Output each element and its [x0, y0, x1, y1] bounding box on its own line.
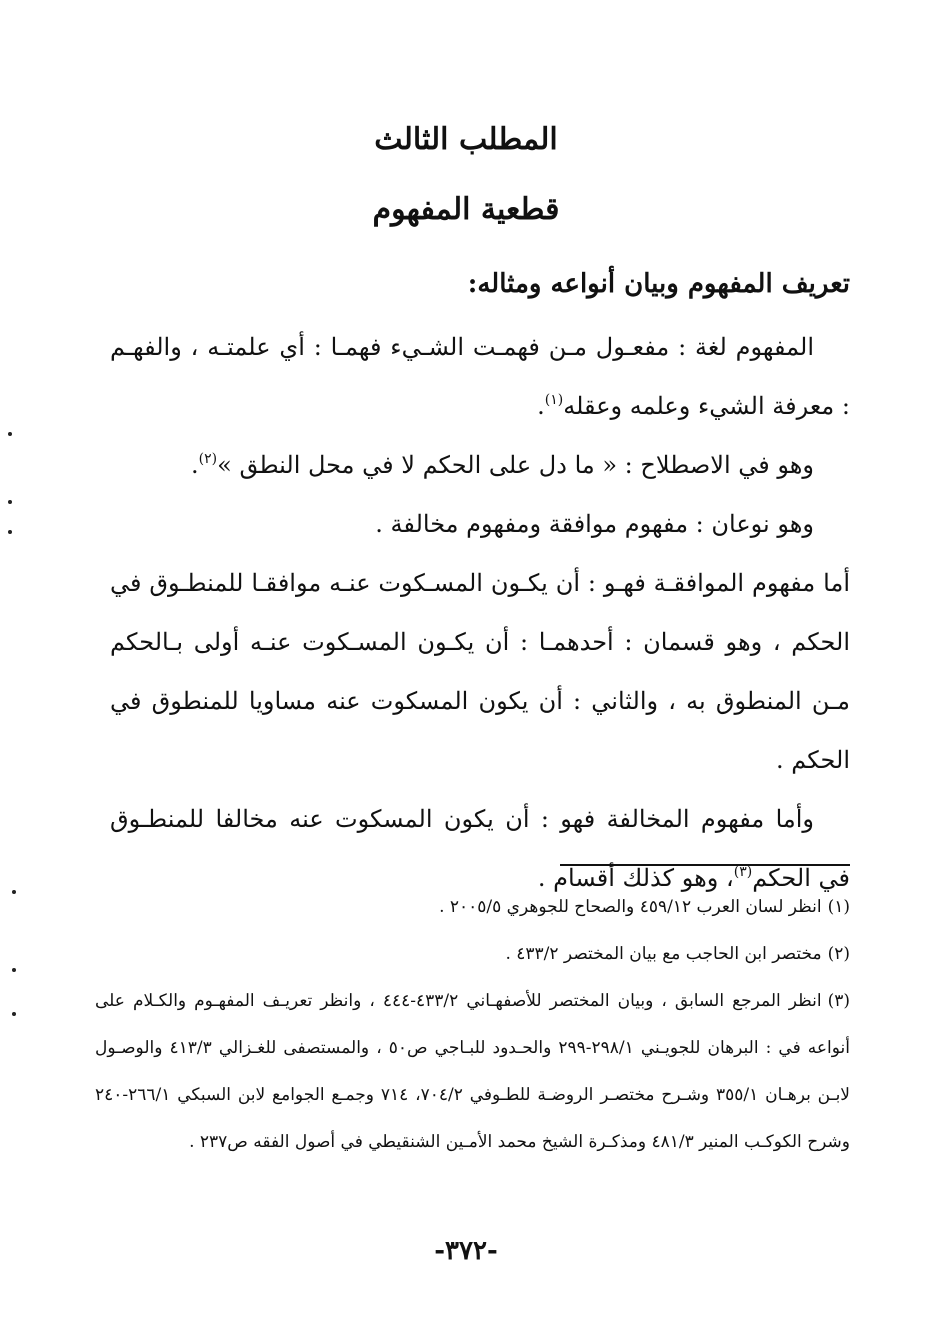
scan-speck	[8, 530, 12, 534]
footnote	[95, 931, 850, 978]
scan-speck	[8, 432, 12, 436]
paragraph	[110, 554, 850, 790]
footnote-marker[interactable]: (٣)	[733, 864, 753, 880]
footnote-text: انظر المرجع السابق ، وبيان المختصر للأصفهـاني ٤٣٣/٢-٤٤٤ ، وانظر تعريـف المفهـوم والكـلام على أنواعه في : البرهان للجويـني ٢٩٨/١-٢٩٩ والحـدود للبـاجي ص٥٠ ، والمستصفى للغـزالي ٤١٣/٣ والوصـول لابـن برهـان ٣٥٥/١ وشـرح مختصـر الروضـة للطـوفي ٧٠٤/٢، ٧١٤ وجمـع الجوامع لابن السبكي ٢٦٦/١-٢٤٠ وشرح الكوكـب المنير ٤٨١/٣ ومذكـرة الشيخ محمد الأمـين الشنقيطي في أصول الفقه ص٢٣٧ .	[95, 991, 850, 1152]
paragraph-text: وهو في الاصطلاح : « ما دل على الحكم لا في محل النطق »	[217, 451, 814, 479]
footnote-number: (١)	[827, 897, 850, 917]
paragraph-text: المفهوم لغة : مفعـول مـن فهمـت الشـيء فهمـا : أي علمتـه ، والفهـم : معرفة الشيء وعلمه وعقله	[110, 333, 850, 420]
paragraph	[110, 436, 850, 495]
footnote-separator	[560, 864, 850, 866]
section-heading: تعريف المفهوم وبيان أنواعه ومثاله:	[467, 269, 850, 299]
scan-speck	[12, 1012, 16, 1016]
footnote-text: مختصر ابن الحاجب مع بيان المختصر ٤٣٣/٢ .	[505, 944, 822, 964]
paragraph-tail: .	[537, 392, 545, 420]
paragraph	[110, 495, 850, 554]
footnote	[95, 884, 850, 931]
footnote-number: (٣)	[827, 991, 850, 1011]
body-paragraphs	[110, 318, 850, 908]
footnote-marker[interactable]: (١)	[544, 392, 564, 408]
footnotes	[95, 884, 850, 1166]
paragraph	[110, 318, 850, 436]
page-number: -٣٧٢-	[434, 1236, 498, 1266]
scan-speck	[12, 890, 16, 894]
footnote-number: (٢)	[827, 944, 850, 964]
scan-speck	[8, 500, 12, 504]
footnote-text: انظر لسان العرب ٤٥٩/١٢ والصحاح للجوهري ٢٠٠٥/٥ .	[439, 897, 822, 917]
paragraph-tail: .	[191, 451, 199, 479]
page-subtitle: قطعية المفهوم	[372, 192, 560, 227]
footnote	[95, 978, 850, 1166]
scan-speck	[12, 968, 16, 972]
paragraph-text: وأما مفهوم المخالفة فهو : أن يكون المسكوت عنه مخالفا للمنطـوق في الحكم	[110, 805, 850, 892]
footnote-marker[interactable]: (٢)	[198, 451, 218, 467]
paragraph-tail: ، وهو كذلك أقسام .	[537, 864, 734, 892]
paragraph-text: وهو نوعان : مفهوم موافقة ومفهوم مخالفة .	[375, 510, 814, 538]
paragraph-text: أما مفهوم الموافقـة فهـو : أن يكـون المسـكوت عنـه موافقـا للمنطـوق في الحكم ، وهو قسمان : أحدهمـا : أن يكـون المسـكوت عنـه أولى بـالحكم مـن المنطوق به ، والثاني : أن يكون المسكوت عنه مساويا للمنطوق في الحكم .	[110, 569, 850, 774]
page-title: المطلب الثالث	[374, 122, 558, 157]
